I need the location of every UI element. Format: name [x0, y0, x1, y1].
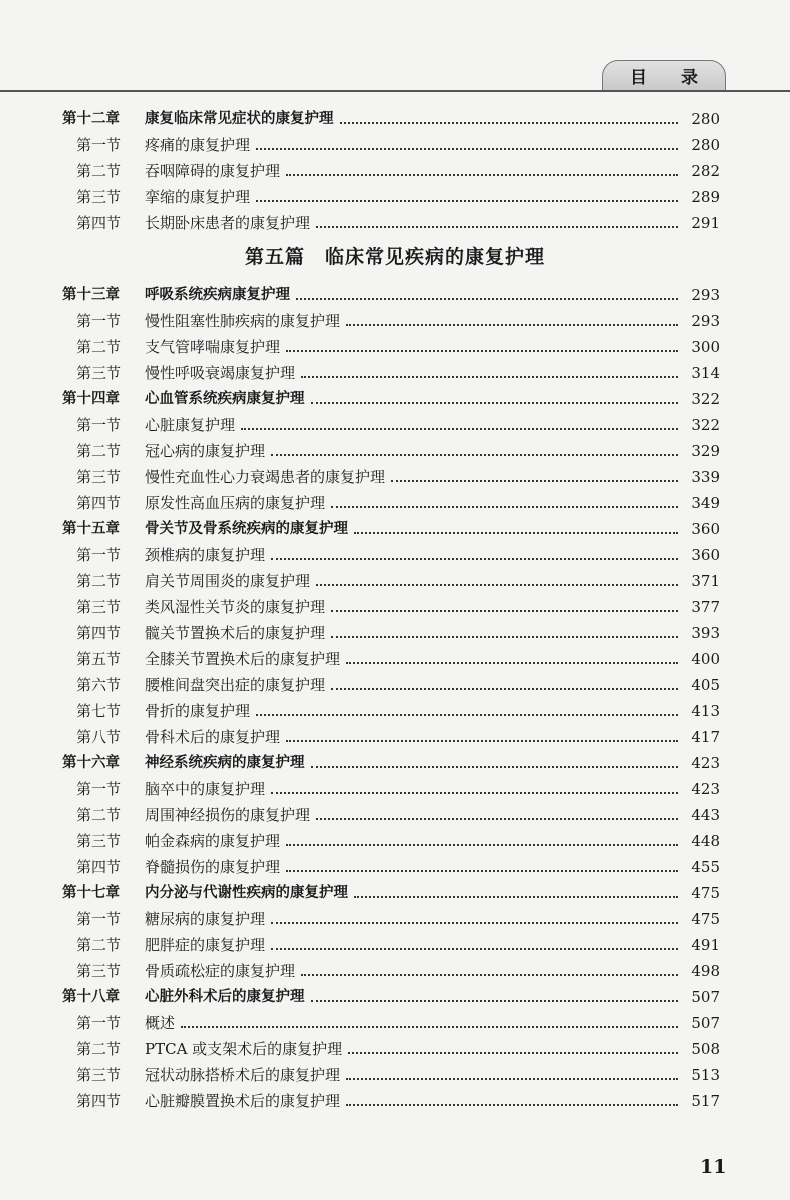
toc-section-row [62, 566, 720, 592]
dot-leader [271, 947, 678, 950]
dot-leader [286, 349, 678, 352]
toc-entry-page: 491 [691, 936, 720, 954]
toc-entry-title: 髋关节置换术后的康复护理 [145, 624, 326, 642]
dot-leader [348, 1051, 678, 1054]
toc-section-row [62, 618, 720, 644]
toc-entry-title: 类风湿性关节炎的康复护理 [145, 598, 326, 616]
toc-entry-page: 455 [691, 858, 720, 876]
toc-entry-number: 第二节 [76, 936, 122, 954]
dot-leader [256, 147, 678, 150]
toc-entry-title: PTCA 或支架术后的康复护理 [145, 1040, 343, 1058]
toc-entry-title: 内分泌与代谢性疾病的康复护理 [145, 885, 348, 901]
toc-section-row [62, 904, 720, 930]
toc-entry-page: 280 [691, 110, 720, 128]
toc-entry-number: 第三节 [76, 1066, 122, 1084]
toc-entry-number: 第十六章 [62, 755, 120, 771]
toc-section-row [62, 592, 720, 618]
toc-entry-page: 360 [691, 546, 720, 564]
toc-entry-title: 周围神经损伤的康复护理 [145, 806, 311, 824]
toc-section-row [62, 1008, 720, 1034]
toc-entry-page: 405 [691, 676, 720, 694]
header-label: 目 录 [630, 68, 712, 88]
toc-entry-page: 448 [691, 832, 720, 850]
toc-section-row [62, 306, 720, 332]
toc-section-row [62, 436, 720, 462]
dot-leader [271, 557, 678, 560]
toc-entry-page: 289 [691, 188, 720, 206]
toc-entry-page: 280 [691, 136, 720, 154]
toc-section-row [62, 358, 720, 384]
toc-entry-page: 498 [691, 962, 720, 980]
toc-entry-page: 291 [691, 214, 720, 232]
toc-entry-number: 第十七章 [62, 885, 120, 901]
toc-entry-page: 322 [691, 416, 720, 434]
toc-entry-title: 冠心病的康复护理 [145, 442, 266, 460]
toc-entry-page: 339 [691, 468, 720, 486]
toc-entry-page: 475 [691, 910, 720, 928]
toc-section-row [62, 156, 720, 182]
toc-entry-page: 377 [691, 598, 720, 616]
dot-leader [296, 297, 678, 300]
dot-leader [301, 375, 678, 378]
toc-entry-page: 508 [691, 1040, 720, 1058]
dot-leader [286, 173, 678, 176]
toc-entry-page: 400 [691, 650, 720, 668]
toc-section-row [62, 774, 720, 800]
toc-entry-page: 507 [691, 988, 720, 1006]
toc-entry-title: 帕金森病的康复护理 [145, 832, 281, 850]
toc-entry-page: 475 [691, 884, 720, 902]
toc-entry-page: 322 [691, 390, 720, 408]
toc-entry-title: 康复临床常见症状的康复护理 [145, 111, 334, 127]
toc-chapter-row [62, 878, 720, 904]
toc-entry-number: 第一节 [76, 312, 122, 330]
dot-leader [331, 609, 678, 612]
toc-section-row [62, 644, 720, 670]
toc-section-row [62, 956, 720, 982]
dot-leader [311, 765, 679, 768]
toc-entry-page: 443 [691, 806, 720, 824]
toc-entry-title: 骨质疏松症的康复护理 [145, 962, 296, 980]
toc-chapter-row [62, 104, 720, 130]
toc-entry-title: 神经系统疾病的康复护理 [145, 755, 305, 771]
dot-leader [256, 713, 678, 716]
toc-entry-number: 第二节 [76, 162, 122, 180]
toc-section-row [62, 930, 720, 956]
dot-leader [340, 121, 679, 124]
toc-entry-title: 肥胖症的康复护理 [145, 936, 266, 954]
toc-entry-title: 心脏瓣膜置换术后的康复护理 [145, 1092, 341, 1110]
toc-section-row [62, 1034, 720, 1060]
toc-section-row [62, 208, 720, 234]
toc-entry-title: 概述 [145, 1014, 176, 1032]
toc-entry-number: 第十八章 [62, 989, 120, 1005]
toc-entry-number: 第一节 [76, 780, 122, 798]
toc-entry-title: 脊髓损伤的康复护理 [145, 858, 281, 876]
toc-section-row [62, 332, 720, 358]
toc-entry-number: 第十三章 [62, 287, 120, 303]
toc-entry-number: 第二节 [76, 442, 122, 460]
toc-section-row [62, 670, 720, 696]
dot-leader [271, 921, 678, 924]
toc-section-row [62, 826, 720, 852]
toc-entry-number: 第十二章 [62, 111, 120, 127]
toc-entry-page: 360 [691, 520, 720, 538]
dot-leader [316, 225, 678, 228]
page-number: 11 [700, 1156, 727, 1178]
toc-entry-page: 507 [691, 1014, 720, 1032]
toc-section-row [62, 182, 720, 208]
toc-entry-page: 423 [691, 754, 720, 772]
dot-leader [346, 661, 678, 664]
toc-entry-number: 第四节 [76, 624, 122, 642]
toc-section-row [62, 800, 720, 826]
toc-entry-title: 疼痛的康复护理 [145, 136, 251, 154]
dot-leader [311, 999, 679, 1002]
toc-entry-number: 第二节 [76, 806, 122, 824]
dot-leader [271, 791, 678, 794]
toc-section-row [62, 462, 720, 488]
dot-leader [331, 635, 678, 638]
toc-entry-title: 挛缩的康复护理 [145, 188, 251, 206]
toc-entry-title: 吞咽障碍的康复护理 [145, 162, 281, 180]
toc-section-row [62, 1060, 720, 1086]
toc-entry-title: 冠状动脉搭桥术后的康复护理 [145, 1066, 341, 1084]
toc-entry-title: 骨关节及骨系统疾病的康复护理 [145, 521, 348, 537]
toc-entry-title: 骨折的康复护理 [145, 702, 251, 720]
toc-entry-title: 慢性阻塞性肺疾病的康复护理 [145, 312, 341, 330]
toc-section-row [62, 852, 720, 878]
toc-chapter-row [62, 384, 720, 410]
toc-entry-title: 呼吸系统疾病康复护理 [145, 287, 290, 303]
toc-section-row [62, 130, 720, 156]
toc-entry-title: 心脏康复护理 [145, 416, 236, 434]
toc-entry-page: 393 [691, 624, 720, 642]
toc-entry-number: 第三节 [76, 468, 122, 486]
toc-entry-title: 全膝关节置换术后的康复护理 [145, 650, 341, 668]
toc-section-row [62, 722, 720, 748]
dot-leader [286, 869, 678, 872]
toc-entry-number: 第一节 [76, 136, 122, 154]
toc-entry-number: 第二节 [76, 338, 122, 356]
toc-chapter-row [62, 982, 720, 1008]
toc-entry-number: 第三节 [76, 962, 122, 980]
toc-entry-title: 心脏外科术后的康复护理 [145, 989, 305, 1005]
dot-leader [346, 1103, 678, 1106]
toc-entry-title: 糖尿病的康复护理 [145, 910, 266, 928]
toc-entry-page: 314 [691, 364, 720, 382]
toc-entry-title: 支气管哮喘康复护理 [145, 338, 281, 356]
toc-entry-number: 第四节 [76, 1092, 122, 1110]
toc-entry-number: 第八节 [76, 728, 122, 746]
toc-entry-number: 第三节 [76, 832, 122, 850]
toc-entry-page: 371 [691, 572, 720, 590]
toc-entry-page: 413 [691, 702, 720, 720]
toc-entry-number: 第四节 [76, 494, 122, 512]
toc-entry-number: 第一节 [76, 546, 122, 564]
toc-entry-title: 肩关节周围炎的康复护理 [145, 572, 311, 590]
toc-entry-title: 心血管系统疾病康复护理 [145, 391, 305, 407]
dot-leader [256, 199, 678, 202]
toc-entry-title: 腰椎间盘突出症的康复护理 [145, 676, 326, 694]
header-rule [0, 90, 790, 92]
toc-entry-page: 349 [691, 494, 720, 512]
toc-entry-number: 第二节 [76, 1040, 122, 1058]
toc-entry-page: 423 [691, 780, 720, 798]
toc-chapter-row [62, 748, 720, 774]
toc-section-row [62, 1086, 720, 1112]
toc-entry-number: 第十四章 [62, 391, 120, 407]
part-title: 第五篇 临床常见疾病的康复护理 [244, 246, 545, 268]
toc-entry-title: 慢性充血性心力衰竭患者的康复护理 [145, 468, 386, 486]
dot-leader [316, 817, 678, 820]
toc-entry-number: 第六节 [76, 676, 122, 694]
toc-entry-number: 第三节 [76, 188, 122, 206]
toc-entry-number: 第十五章 [62, 521, 120, 537]
toc-entry-number: 第七节 [76, 702, 122, 720]
toc-chapter-row [62, 280, 720, 306]
toc-entry-number: 第一节 [76, 1014, 122, 1032]
toc-entry-page: 282 [691, 162, 720, 180]
toc-entry-number: 第四节 [76, 214, 122, 232]
toc-entry-number: 第三节 [76, 598, 122, 616]
toc-entry-title: 慢性呼吸衰竭康复护理 [145, 364, 296, 382]
toc-entry-number: 第三节 [76, 364, 122, 382]
toc-section-row [62, 540, 720, 566]
dot-leader [346, 323, 678, 326]
toc-entry-title: 脑卒中的康复护理 [145, 780, 266, 798]
dot-leader [391, 479, 678, 482]
toc-entry-page: 517 [691, 1092, 720, 1110]
header-tab [602, 60, 726, 90]
dot-leader [331, 505, 678, 508]
toc-section-row [62, 696, 720, 722]
toc-entry-number: 第一节 [76, 416, 122, 434]
toc-entry-title: 长期卧床患者的康复护理 [145, 214, 311, 232]
toc-section-row [62, 488, 720, 514]
dot-leader [181, 1025, 678, 1028]
toc-entry-number: 第二节 [76, 572, 122, 590]
toc-entry-page: 293 [691, 312, 720, 330]
dot-leader [286, 843, 678, 846]
toc-entry-page: 300 [691, 338, 720, 356]
toc-entry-page: 417 [691, 728, 720, 746]
toc-entry-title: 颈椎病的康复护理 [145, 546, 266, 564]
toc-entry-page: 513 [691, 1066, 720, 1084]
toc-entry-title: 原发性高血压病的康复护理 [145, 494, 326, 512]
dot-leader [311, 401, 679, 404]
dot-leader [301, 973, 678, 976]
toc-entry-number: 第四节 [76, 858, 122, 876]
dot-leader [316, 583, 678, 586]
toc-chapter-row [62, 514, 720, 540]
toc-section-row [62, 410, 720, 436]
toc-entry-page: 329 [691, 442, 720, 460]
toc-entry-page: 293 [691, 286, 720, 304]
dot-leader [286, 739, 678, 742]
dot-leader [354, 895, 678, 898]
toc-entry-title: 骨科术后的康复护理 [145, 728, 281, 746]
dot-leader [346, 1077, 678, 1080]
dot-leader [241, 427, 678, 430]
dot-leader [354, 531, 678, 534]
dot-leader [271, 453, 678, 456]
dot-leader [331, 687, 678, 690]
toc-entry-number: 第五节 [76, 650, 122, 668]
toc-entry-number: 第一节 [76, 910, 122, 928]
